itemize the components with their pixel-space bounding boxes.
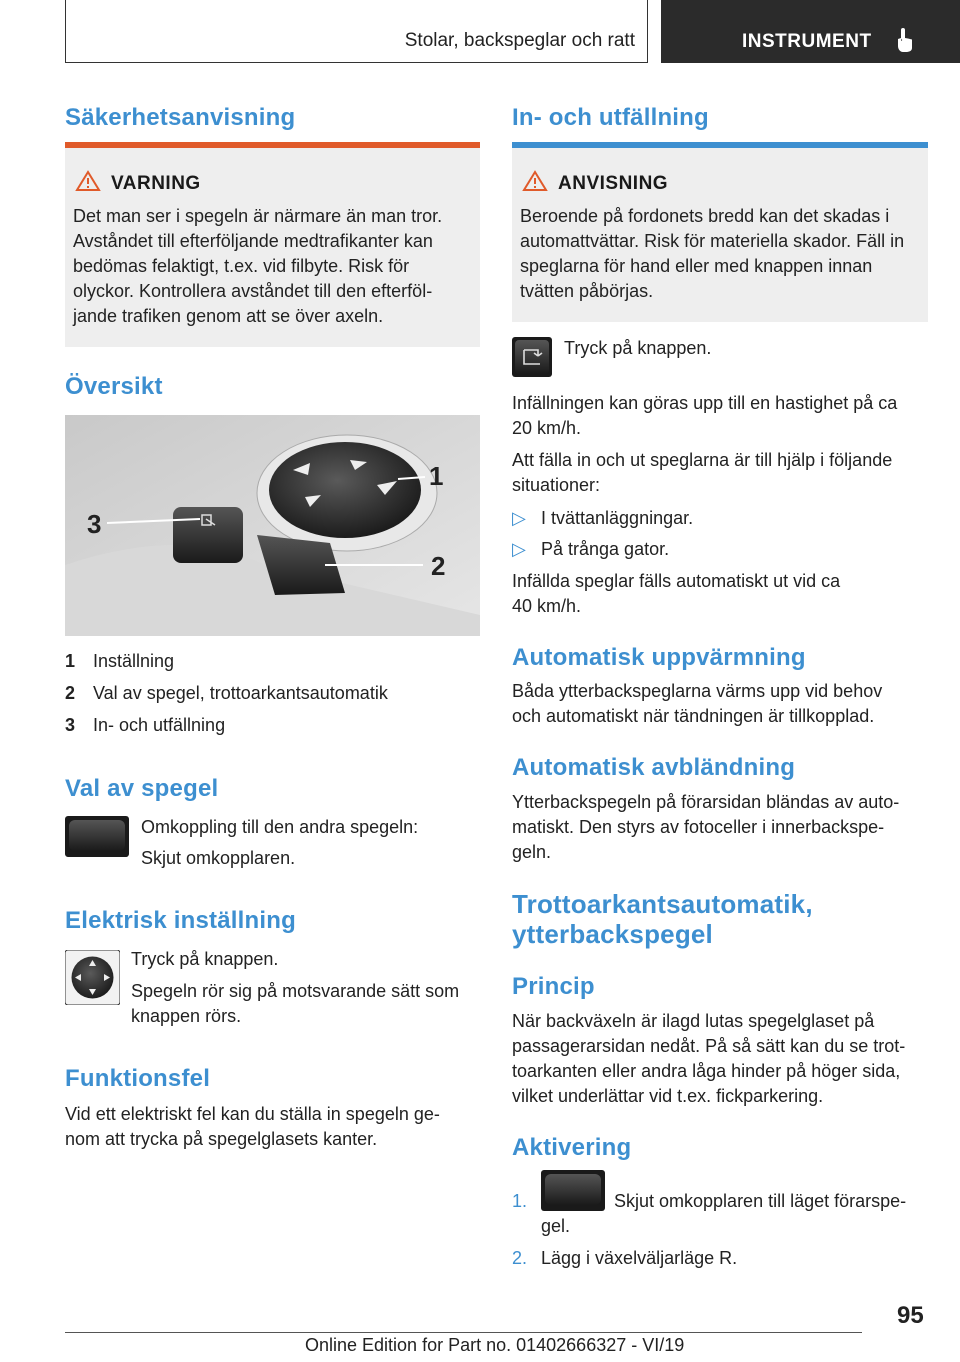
fold-paragraph-line: situationer: bbox=[512, 475, 601, 495]
mirror-control-figure bbox=[65, 415, 480, 636]
electric-line: Tryck på knappen. bbox=[131, 949, 279, 969]
direction-pad-icon bbox=[65, 950, 120, 1005]
warning-text bbox=[73, 204, 442, 329]
press-button-text: Tryck på knappen. bbox=[564, 338, 712, 358]
header-section-title: Stolar, backspeglar och ratt bbox=[404, 30, 635, 51]
caution-triangle-icon bbox=[522, 170, 548, 192]
note-box bbox=[512, 142, 928, 322]
dimming-line: geln. bbox=[512, 842, 552, 862]
mirror-select-line: Skjut omkopplaren. bbox=[141, 848, 296, 868]
warning-line: Avståndet till efterföljande medtrafikanter kan bbox=[73, 231, 433, 251]
warning-label: VARNING bbox=[111, 173, 201, 194]
footer-watermark bbox=[706, 1335, 960, 1356]
fold-heading: In- och utfällning bbox=[512, 104, 709, 131]
footer-edition: Online Edition for Part no. 01402666327 - VI/19 bbox=[305, 1335, 685, 1355]
footer-divider bbox=[65, 1332, 862, 1333]
dimming-heading: Automatisk avbländning bbox=[512, 754, 796, 781]
principle-line: passagerarsidan nedåt. På så sätt kan du se trot- bbox=[512, 1036, 906, 1056]
bullet-triangle-icon: ▷ bbox=[512, 508, 526, 528]
heating-line: och automatiskt när tändningen är tillkopplad. bbox=[512, 706, 875, 726]
principle-line: När backväxeln är ilagd lutas spegelglaset på bbox=[512, 1011, 875, 1031]
fold-paragraph-line: Infällningen kan göras upp till en hastighet på ca bbox=[512, 393, 898, 413]
fold-paragraph-line: Infällda speglar fälls automatiskt ut vid ca bbox=[512, 571, 841, 591]
switch-button-icon bbox=[541, 1170, 605, 1211]
warning-line: bedömas felaktigt, t.ex. vid filbyte. Risk för bbox=[73, 256, 410, 276]
step-number: 1. bbox=[512, 1191, 528, 1211]
figure-callout-3: 3 bbox=[87, 509, 102, 539]
principle-heading: Princip bbox=[512, 973, 595, 1000]
note-line: automattvättar. Risk för materiella skador. Fäll in bbox=[520, 231, 905, 251]
mirror-select-line: Omkoppling till den andra spegeln: bbox=[141, 817, 419, 837]
electric-heading: Elektrisk inställning bbox=[65, 907, 296, 934]
legend-text: Val av spegel, trottoarkantsautomatik bbox=[93, 683, 388, 703]
legend-item bbox=[65, 713, 226, 738]
page-number: 95 bbox=[897, 1302, 924, 1329]
hand-pointer-icon bbox=[895, 27, 915, 53]
bullet-text: På trånga gator. bbox=[541, 539, 670, 559]
figure-callout-2: 2 bbox=[431, 551, 446, 581]
principle-line: toarkanten eller andra låga hinder på höger sida, bbox=[512, 1061, 901, 1081]
legend-text: In- och utfällning bbox=[93, 715, 226, 735]
step-text: gel. bbox=[541, 1216, 571, 1236]
activation-heading: Aktivering bbox=[512, 1134, 632, 1161]
fold-paragraph-line: 40 km/h. bbox=[512, 596, 582, 616]
fault-line: nom att trycka på spegelglasets kanter. bbox=[65, 1129, 378, 1149]
safety-heading: Säkerhetsanvisning bbox=[65, 104, 296, 131]
legend-number: 3 bbox=[65, 715, 76, 735]
electric-line: knappen rörs. bbox=[131, 1006, 242, 1026]
fault-heading: Funktionsfel bbox=[65, 1065, 211, 1092]
header-chapter-tab[interactable] bbox=[661, 0, 960, 63]
warning-line: jande trafiken genom att se över axeln. bbox=[73, 306, 384, 326]
bullet-triangle-icon: ▷ bbox=[512, 539, 526, 559]
step-text: Skjut omkopplaren till läget förarspe- bbox=[614, 1191, 907, 1211]
warning-triangle-icon bbox=[75, 170, 101, 192]
curb-heading-line: ytterbackspegel bbox=[512, 919, 713, 949]
fold-paragraph-line: 20 km/h. bbox=[512, 418, 582, 438]
warning-line: olyckor. Kontrollera avståndet till den efterföl- bbox=[73, 281, 433, 301]
heating-line: Båda ytterbackspeglarna värms upp vid behov bbox=[512, 681, 883, 701]
dimming-line: matiskt. Den styrs av fotoceller i innerbackspe- bbox=[512, 817, 885, 837]
warning-line: Det man ser i spegeln är närmare än man tror. bbox=[73, 206, 443, 226]
note-label: ANVISNING bbox=[558, 173, 669, 194]
note-line: Beroende på fordonets bredd kan det skadas i bbox=[520, 206, 890, 226]
legend-number: 2 bbox=[65, 683, 76, 703]
figure-callout-1: 1 bbox=[429, 461, 444, 491]
fold-paragraph-line: Att fälla in och ut speglarna är till hjälp i följande bbox=[512, 450, 893, 470]
legend-number: 1 bbox=[65, 651, 76, 671]
step-number: 2. bbox=[512, 1248, 528, 1268]
overview-heading: Översikt bbox=[65, 373, 163, 400]
mirror-select-heading: Val av spegel bbox=[65, 775, 219, 802]
note-text bbox=[520, 204, 904, 304]
fold-mirror-button-icon bbox=[512, 337, 552, 377]
note-line: tvätten påbörjas. bbox=[520, 281, 654, 301]
legend-item bbox=[65, 649, 175, 674]
heating-heading: Automatisk uppvärmning bbox=[512, 644, 806, 671]
switch-button-icon bbox=[65, 816, 129, 857]
bullet-item bbox=[512, 537, 670, 562]
warning-box bbox=[65, 142, 480, 347]
fault-line: Vid ett elektriskt fel kan du ställa in spegeln ge- bbox=[65, 1104, 440, 1124]
note-line: speglarna för hand eller med knappen innan bbox=[520, 256, 873, 276]
legend-text: Inställning bbox=[93, 651, 175, 671]
electric-line: Spegeln rör sig på motsvarande sätt som bbox=[131, 981, 460, 1001]
dimming-line: Ytterbackspegeln på förarsidan bländas av auto- bbox=[512, 792, 900, 812]
header-chapter-label: INSTRUMENT bbox=[742, 31, 872, 52]
principle-line: vilket underlättar vid t.ex. fickparkering. bbox=[512, 1086, 824, 1106]
header-section-box bbox=[65, 0, 648, 63]
legend-item bbox=[65, 681, 388, 706]
curb-heading-line: Trottoarkantsautomatik, bbox=[512, 889, 813, 919]
bullet-text: I tvättanläggningar. bbox=[541, 508, 694, 528]
step-text: Lägg i växelväljarläge R. bbox=[541, 1248, 738, 1268]
bullet-item bbox=[512, 506, 694, 531]
